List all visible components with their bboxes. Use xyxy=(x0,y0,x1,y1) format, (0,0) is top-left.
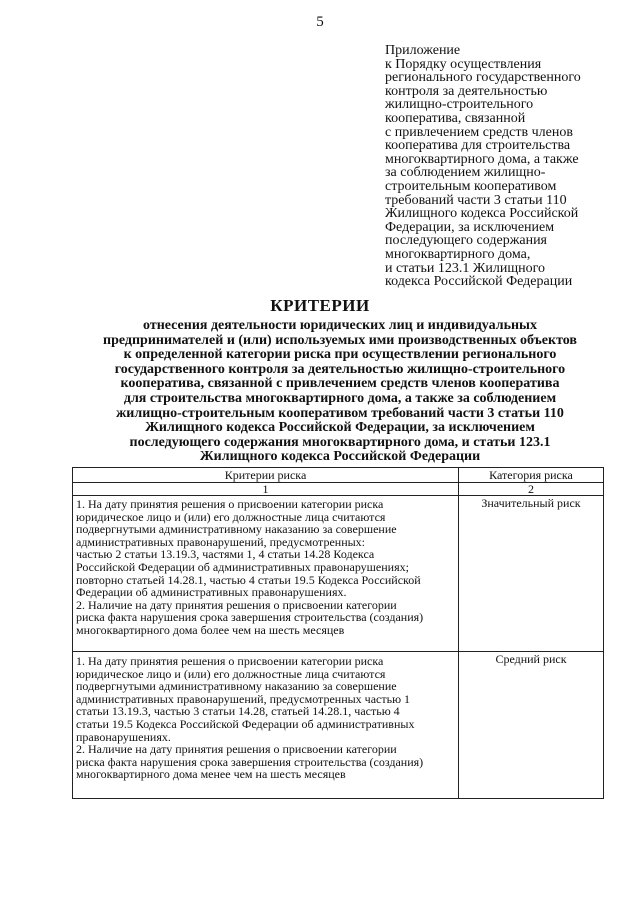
appendix-line: и статьи 123.1 Жилищного xyxy=(385,260,546,276)
category-cell: Значительный риск xyxy=(459,496,604,652)
appendix-line: многоквартирного дома, а также xyxy=(385,151,579,167)
subtitle-line: Жилищного кодекса Российской Федерации xyxy=(199,449,481,465)
subtitle-line: государственного контроля за деятельностью жилищно-строительного xyxy=(114,361,566,377)
criteria-line: риска факта нарушения срока завершения строительства (создания) xyxy=(76,610,424,625)
subtitle-line: жилищно-строительным кооперативом требований части 3 статьи 110 xyxy=(116,405,564,421)
criteria-line: юридическое лицо и (или) его должностные лица считаются xyxy=(76,509,386,524)
table-row xyxy=(73,652,604,799)
category-cell: Средний риск xyxy=(459,652,604,799)
appendix-line: кооператива для строительства xyxy=(385,138,571,154)
criteria-line: подвергнутыми административному наказанию за совершение xyxy=(76,679,397,694)
criteria-line: административных правонарушений, предусмотренных: xyxy=(76,534,366,549)
header-category: Категория риска xyxy=(459,468,604,483)
criteria-line: Российской Федерации об административных правонарушениях; xyxy=(76,559,409,574)
appendix-line: требований части 3 статьи 110 xyxy=(385,192,567,208)
column-number: 2 xyxy=(459,483,604,496)
criteria-line: 1. На дату принятия решения о присвоении категории риска xyxy=(76,497,384,511)
subtitle-line: отнесения деятельности юридических лиц и индивидуальных xyxy=(143,318,537,333)
appendix-line: кооператива, связанной xyxy=(385,110,526,126)
criteria-line: юридическое лицо и (или) его должностные лица считаются xyxy=(76,666,386,681)
appendix-line: Приложение xyxy=(385,43,461,58)
document-title: КРИТЕРИИ xyxy=(270,296,370,315)
table-header-row xyxy=(73,468,604,483)
criteria-line: частью 2 статьи 13.19.3, частями 1, 4 статьи 14.28 Кодекса xyxy=(76,547,375,562)
criteria-line: многоквартирного дома менее чем на шесть месяцев xyxy=(76,767,346,782)
criteria-line: Федерации об административных правонарушениях. xyxy=(76,585,347,600)
subtitle-line: Жилищного кодекса Российской Федерации, за исключением xyxy=(145,420,535,436)
table-row xyxy=(73,496,604,652)
subtitle-line: последующего содержания многоквартирного дома, и статьи 123.1 xyxy=(129,434,551,450)
page-number: 5 xyxy=(316,14,324,30)
appendix-line: Жилищного кодекса Российской xyxy=(385,206,579,222)
document-subtitle xyxy=(40,319,640,465)
criteria-line: статьи 19.5 Кодекса Российской Федерации об административных xyxy=(76,716,415,731)
criteria-line: многоквартирного дома более чем на шесть месяцев xyxy=(76,622,345,637)
header-criteria: Критерии риска xyxy=(73,468,459,483)
risk-criteria-table xyxy=(72,467,604,799)
subtitle-line: к определенной категории риска при осуществлении регионального xyxy=(123,347,557,363)
criteria-line: правонарушениях. xyxy=(76,729,171,744)
subtitle-line: для строительства многоквартирного дома, а также за соблюдением xyxy=(123,390,557,406)
appendix-line: регионального государственного xyxy=(385,70,581,86)
appendix-line: за соблюдением жилищно- xyxy=(385,165,546,181)
subtitle-line: кооператива, связанной с привлечением средств членов кооператива xyxy=(120,376,560,392)
criteria-line: статьи 13.19.3, частью 3 статьи 14.28, статьей 14.28.1, частью 4 xyxy=(76,704,400,719)
appendix-line: контроля за деятельностью xyxy=(385,83,548,99)
appendix-line: строительным кооперативом xyxy=(385,178,557,194)
table-column-number-row xyxy=(73,483,604,496)
criteria-line: риска факта нарушения срока завершения строительства (создания) xyxy=(76,754,424,769)
subtitle-line: предпринимателей и (или) используемых ими производственных объектов xyxy=(103,332,577,348)
criteria-line: 2. Наличие на дату принятия решения о присвоении категории xyxy=(76,742,397,757)
appendix-line: последующего содержания xyxy=(385,233,547,249)
criteria-line: повторно статьей 14.28.1, частью 4 статьи 19.5 Кодекса Российской xyxy=(76,572,421,587)
criteria-cell xyxy=(73,496,459,652)
appendix-line: кодекса Российской Федерации xyxy=(385,274,573,290)
appendix-line: жилищно-строительного xyxy=(385,97,534,113)
criteria-line: административных правонарушений, предусмотренных частью 1 xyxy=(76,691,411,706)
column-number: 1 xyxy=(73,483,459,496)
criteria-line: 2. Наличие на дату принятия решения о присвоении категории xyxy=(76,597,397,612)
criteria-cell xyxy=(73,652,459,799)
criteria-line: 1. На дату принятия решения о присвоении категории риска xyxy=(76,654,384,668)
appendix-line: к Порядку осуществления xyxy=(385,56,542,72)
appendix-line: Федерации, за исключением xyxy=(385,219,555,235)
appendix-line: с привлечением средств членов xyxy=(385,124,573,140)
appendix-line: многоквартирного дома, xyxy=(385,246,531,262)
criteria-line: подвергнутыми административному наказанию за совершение xyxy=(76,522,397,537)
appendix-note xyxy=(385,44,625,289)
